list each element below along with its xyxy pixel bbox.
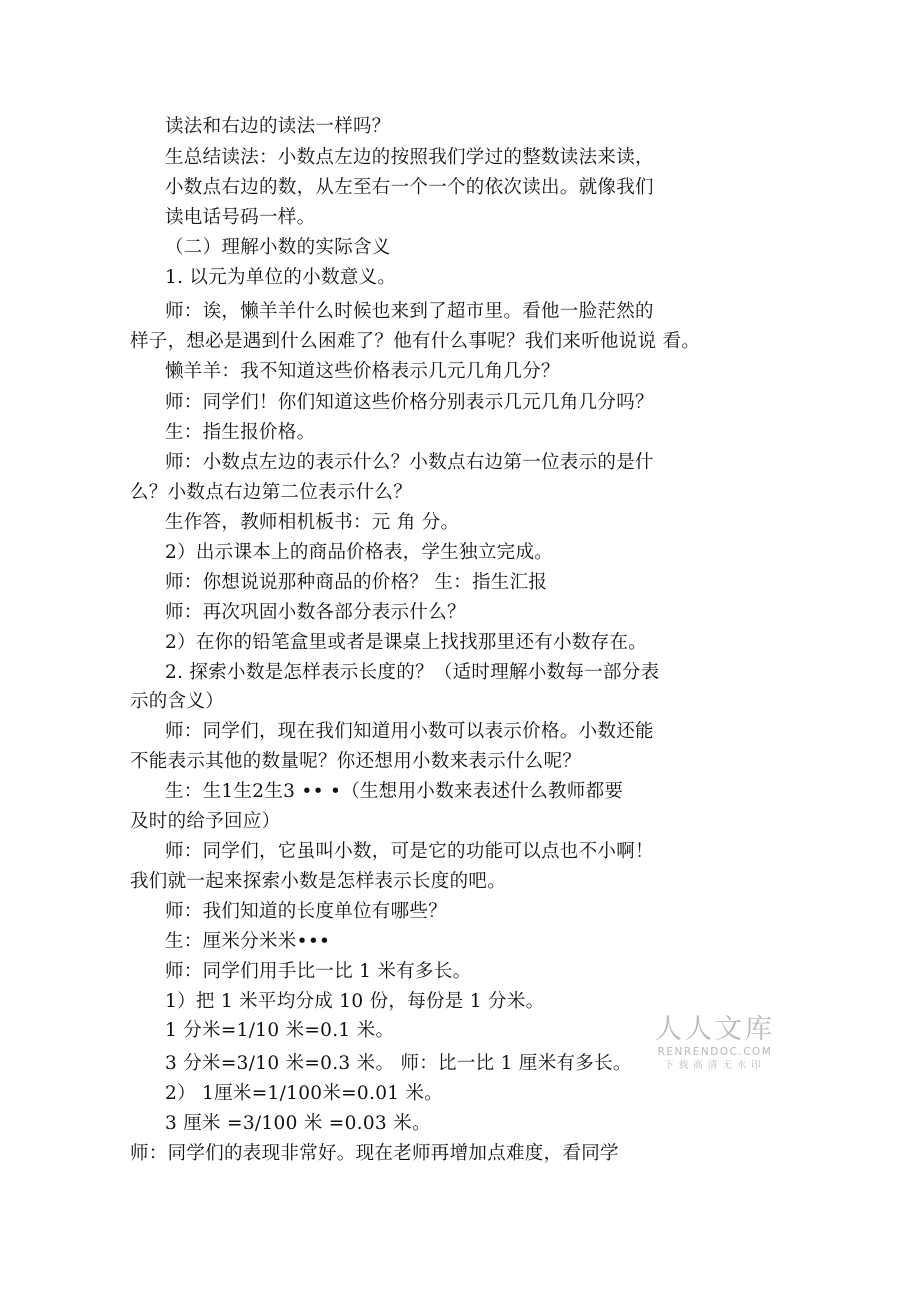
watermark-logo [650, 1014, 780, 1072]
text-line: 1 分米=1/10 米=0.1 米。 [165, 1020, 395, 1041]
text-line: 生作答，教师相机板书：元 角 分。 [165, 512, 460, 533]
text-line: 师：诶，懒羊羊什么时候也来到了超市里。看他一脸茫然的 [165, 301, 654, 322]
text-line: 样子，想必是遇到什么困难了？他有什么事呢？我们来听他说说 看。 [130, 331, 701, 352]
text-line: 师：同学们！你们知道这些价格分别表示几元几角几分吗？ [165, 392, 654, 413]
watermark-tagline: 下载高清无水印 [664, 1060, 766, 1071]
text-line: 及时的给予回应） [130, 811, 281, 832]
text-line: 我们就一起来探索小数是怎样表示长度的吧。 [130, 871, 507, 892]
text-line: 懒羊羊：我不知道这些价格表示几元几角几分？ [165, 361, 560, 382]
text-line: 师：你想说说那种商品的价格？ 生：指生汇报 [165, 572, 548, 593]
text-line: 生：指生报价格。 [165, 422, 316, 443]
text-line: 师：同学们，现在我们知道用小数可以表示价格。小数还能 [165, 721, 654, 742]
text-line: 读电话号码一样。 [165, 207, 316, 228]
section-heading: （二）理解小数的实际含义 [165, 237, 391, 258]
text-line: 生总结读法：小数点左边的按照我们学过的整数读法来读， [165, 147, 654, 168]
text-line: 2）在你的铅笔盒里或者是课桌上找找那里还有小数存在。 [165, 632, 648, 653]
text-line: 生：生1生2生3 •• •（生想用小数来表述什么教师都要 [165, 781, 624, 802]
text-line: 1）把 1 米平均分成 10 份，每份是 1 分米。 [165, 991, 545, 1012]
text-line: 小数点右边的数，从左至右一个一个的依次读出。就像我们 [165, 177, 654, 198]
subsection-heading: 1. 以元为单位的小数意义。 [165, 267, 397, 288]
text-line: 么？小数点右边第二位表示什么？ [130, 482, 413, 503]
text-line: 生：厘米分米米••• [165, 931, 331, 952]
text-line: 师：再次巩固小数各部分表示什么？ [165, 602, 466, 623]
text-line: 读法和右边的读法一样吗？ [165, 116, 391, 137]
text-line: 师：同学们，它虽叫小数，可是它的功能可以点也不小啊！ [165, 841, 654, 862]
text-line: 3 厘米 =3/100 米 =0.03 米。 [165, 1113, 431, 1134]
text-line: 师：同学们的表现非常好。现在老师再增加点难度，看同学 [130, 1143, 619, 1164]
text-line: 不能表示其他的数量呢？你还想用小数来表示什么呢？ [130, 751, 582, 772]
text-line: 示的含义） [130, 691, 225, 712]
text-line: 师：小数点左边的表示什么？小数点右边第一位表示的是什 [165, 452, 654, 473]
text-line: 师：我们知道的长度单位有哪些？ [165, 901, 448, 922]
text-line: 2）出示课本上的商品价格表，学生独立完成。 [165, 542, 554, 563]
text-line: 师：同学们用手比一比 1 米有多长。 [165, 961, 472, 982]
text-line: 3 分米=3/10 米=0.3 米。 师：比一比 1 厘米有多长。 [165, 1053, 632, 1074]
watermark-domain: RENRENDOC.COM [657, 1046, 773, 1058]
subsection-heading: 2. 探索小数是怎样表示长度的？（适时理解小数每一部分表 [165, 662, 660, 683]
text-line: 2） 1厘米=1/100米=0.01 米。 [165, 1083, 444, 1104]
watermark-brand: 人人文库 [655, 1014, 775, 1045]
